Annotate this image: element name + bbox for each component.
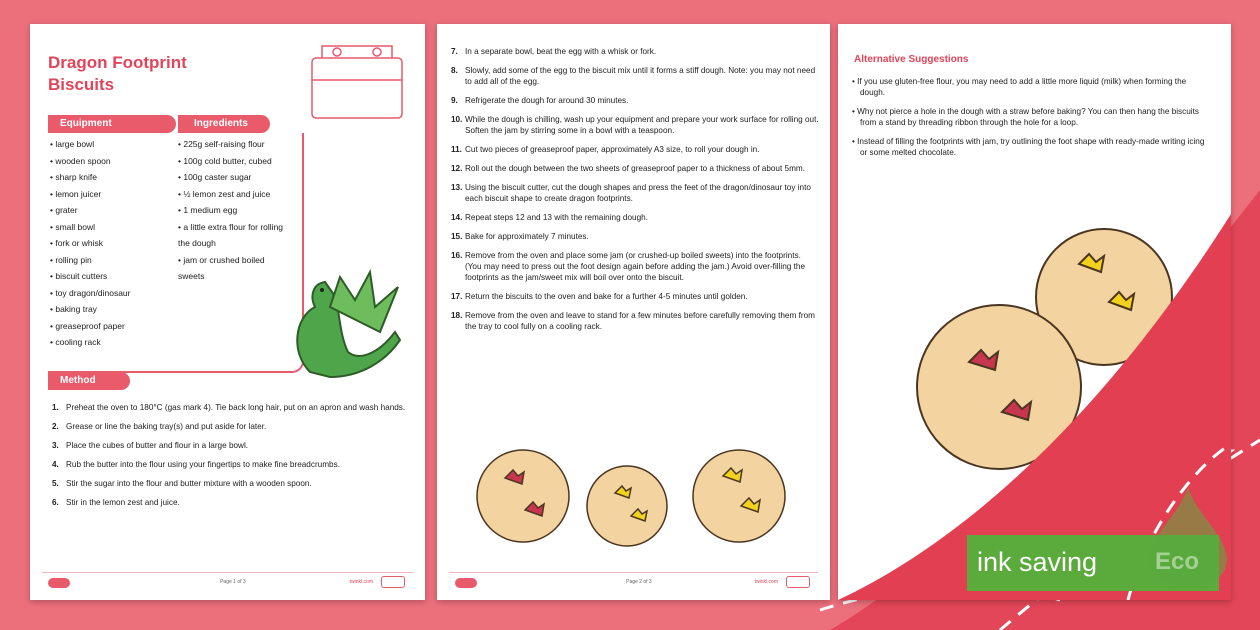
step-item: 4. Rub the butter into the flour using your fingertips to make fine breadcrumbs.	[52, 460, 340, 469]
page-footer	[449, 572, 818, 590]
list-item: • sharp knife	[50, 169, 174, 186]
method-steps-continued	[451, 46, 819, 340]
list-item: • 100g cold butter, cubed	[178, 153, 284, 170]
list-item: • Why not pierce a hole in the dough with a straw before baking? You can then hang the biscuits from a stand by threading ribbon through the hole for a loop.	[852, 106, 1212, 128]
step-item: 7. In a separate bowl, beat the egg with a whisk or fork.	[451, 47, 657, 56]
footer-badge-icon	[381, 576, 405, 588]
list-item: • toy dragon/dinosaur	[50, 285, 174, 302]
step-item: 14. Repeat steps 12 and 13 with the remaining dough.	[451, 213, 648, 222]
list-item: • small bowl	[50, 219, 174, 236]
step-item: 11. Cut two pieces of greaseproof paper, approximately A3 size, to roll your dough in.	[451, 145, 760, 154]
step-item: 5. Stir the sugar into the flour and butter mixture with a wooden spoon.	[52, 479, 312, 488]
list-item: • cooling rack	[50, 334, 174, 351]
method-heading: Method	[48, 372, 130, 390]
step-item: 16. Remove from the oven and place some jam (or crushed-up boiled sweets) into the footprints. (You may need to press out the foot design again before adding the jam.) Avoid over-filling the footprints as the jam/sweet mix will boil over onto the biscuit.	[451, 251, 805, 282]
brand-logo	[48, 578, 70, 588]
step-item: 12. Roll out the dough between the two sheets of greaseproof paper to a thickness of about 5mm.	[451, 164, 805, 173]
alternative-suggestions-heading: Alternative Suggestions	[854, 54, 969, 65]
list-item: • If you use gluten-free flour, you may need to add a little more liquid (milk) when forming the dough.	[852, 76, 1212, 98]
list-item: • lemon juicer	[50, 186, 174, 203]
ink-saving-label: ink saving	[977, 547, 1098, 577]
step-item: 3. Place the cubes of butter and flour in a large bowl.	[52, 441, 249, 450]
page-number: Page 1 of 3	[220, 579, 246, 585]
list-item: • ½ lemon zest and juice	[178, 186, 284, 203]
page-title: Dragon Footprint Biscuits	[48, 53, 187, 94]
step-item: 2. Grease or line the baking tray(s) and put aside for later.	[52, 422, 267, 431]
step-item: 9. Refrigerate the dough for around 30 minutes.	[451, 96, 629, 105]
biscuits-illustration	[475, 448, 795, 548]
equipment-heading: Equipment	[48, 115, 176, 133]
recipe-page-1	[30, 24, 425, 600]
equipment-list	[50, 136, 174, 351]
step-item: 13. Using the biscuit cutter, cut the dough shapes and press the feet of the dragon/dinosaur toy into each biscuit shape to create dragon footprints.	[451, 183, 811, 203]
footer-site: twinkl.com	[349, 579, 373, 585]
footer-site: twinkl.com	[754, 579, 778, 585]
step-item: 8. Slowly, add some of the egg to the biscuit mix until it forms a stiff dough. Note: you may not need to add all of the egg.	[451, 66, 816, 86]
method-steps	[52, 402, 412, 516]
list-item: • fork or whisk	[50, 235, 174, 252]
page-footer	[42, 572, 413, 590]
list-item: • rolling pin	[50, 252, 174, 269]
ingredients-list	[178, 136, 284, 285]
list-item: • biscuit cutters	[50, 268, 174, 285]
step-item: 1. Preheat the oven to 180°C (gas mark 4). Tie back long hair, put on an apron and wash hands.	[52, 403, 406, 412]
recipe-page-2	[437, 24, 830, 600]
step-item: 15. Bake for approximately 7 minutes.	[451, 232, 589, 241]
ingredients-heading: Ingredients	[178, 115, 270, 133]
brand-logo	[455, 578, 477, 588]
list-item: • jam or crushed boiled sweets	[178, 252, 284, 285]
eco-drop-icon	[1141, 487, 1235, 587]
step-item: 17. Return the biscuits to the oven and bake for a further 4-5 minutes until golden.	[451, 292, 748, 301]
fantasy-land-stamp	[292, 40, 422, 130]
dragon-illustration	[270, 262, 410, 386]
list-item: • 225g self-raising flour	[178, 136, 284, 153]
footer-badge-icon	[786, 576, 810, 588]
step-item: 18. Remove from the oven and leave to stand for a few minutes before carefully removing them from the tray to cool fully on a cooling rack.	[451, 311, 815, 331]
list-item: • large bowl	[50, 136, 174, 153]
list-item: • 100g caster sugar	[178, 169, 284, 186]
step-item: 6. Stir in the lemon zest and juice.	[52, 498, 180, 507]
list-item: • Instead of filling the footprints with jam, try outlining the foot shape with ready-made writing icing or some melted chocolate.	[852, 136, 1212, 158]
list-item: • a little extra flour for rolling the dough	[178, 219, 284, 252]
list-item: • 1 medium egg	[178, 202, 284, 219]
list-item: • grater	[50, 202, 174, 219]
list-item: • baking tray	[50, 301, 174, 318]
page-number: Page 2 of 3	[626, 579, 652, 585]
list-item: • wooden spoon	[50, 153, 174, 170]
step-item: 10. While the dough is chilling, wash up your equipment and prepare your work surface for rolling out. Soften the jam by stirring some in a bowl with a teaspoon.	[451, 115, 819, 135]
list-item: • greaseproof paper	[50, 318, 174, 335]
